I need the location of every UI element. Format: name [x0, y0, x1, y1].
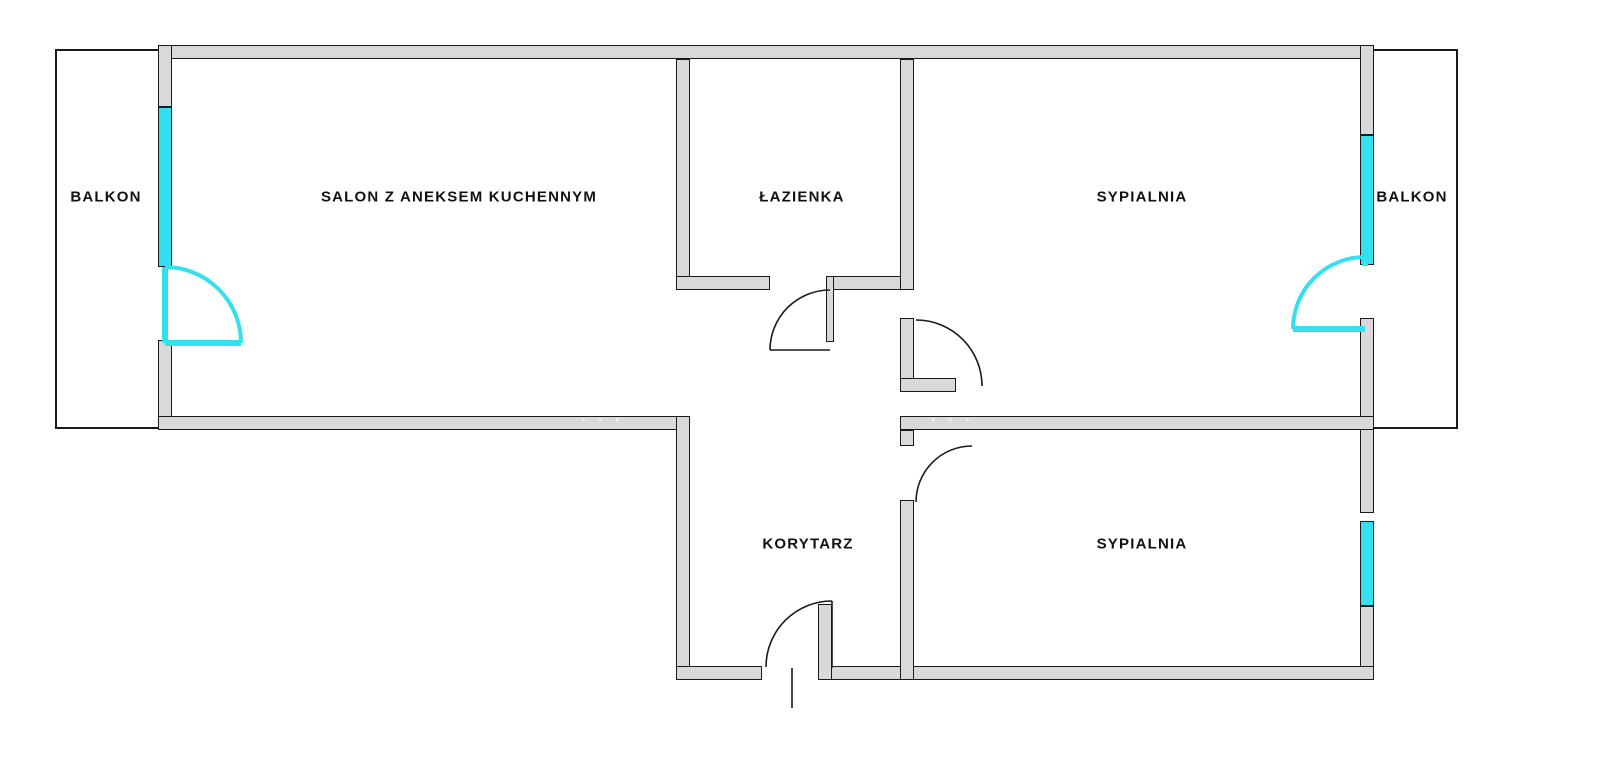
room-label-salon: SALON Z ANEKSEM KUCHENNYM [320, 188, 598, 206]
room-label-sypialnia-1: SYPIALNIA [1096, 188, 1188, 206]
door-bedroom2-korytarz [914, 444, 976, 506]
wall-exterior-right-upper [1360, 45, 1374, 135]
room-label-balkon-left: BALKON [70, 188, 142, 206]
wall-korytarz-right-lower [900, 500, 914, 680]
room-label-sypialnia-2: SYPIALNIA [1096, 535, 1188, 553]
outline-right [1456, 49, 1458, 429]
room-label-balkon-right: BALKON [1376, 188, 1448, 206]
door-bedroom1-korytarz [914, 318, 986, 390]
wall-exterior-left-upper [158, 45, 172, 107]
room-label-korytarz: KORYTARZ [762, 535, 854, 553]
door-salon-balcony [158, 262, 253, 352]
wall-exterior-top [158, 45, 1374, 59]
watermark-left: . . . [580, 398, 623, 427]
outline-top-right [1368, 49, 1458, 51]
outline-bottom-right [1368, 427, 1458, 429]
room-label-lazienka: ŁAZIENKA [759, 188, 845, 206]
wall-korytarz-left [676, 416, 690, 680]
watermark-right: . . . [930, 398, 973, 427]
wall-lazienka-sypialnia1 [900, 59, 914, 290]
window-bedroom1-balcony [1360, 135, 1374, 265]
wall-lazienka-bottom-left [676, 276, 770, 290]
wall-entrance-threshold [676, 666, 762, 680]
window-bedroom2 [1360, 521, 1374, 606]
outline-bottom-left [55, 427, 162, 429]
outline-top-left [55, 49, 160, 51]
door-lazienka [768, 288, 838, 358]
outline-left [55, 49, 57, 429]
wall-korytarz-right-lower-top [900, 430, 914, 446]
window-salon-balcony [158, 107, 172, 267]
door-bedroom1-balcony [1285, 252, 1380, 342]
wall-salon-lazienka [676, 59, 690, 290]
door-entrance [762, 598, 842, 716]
